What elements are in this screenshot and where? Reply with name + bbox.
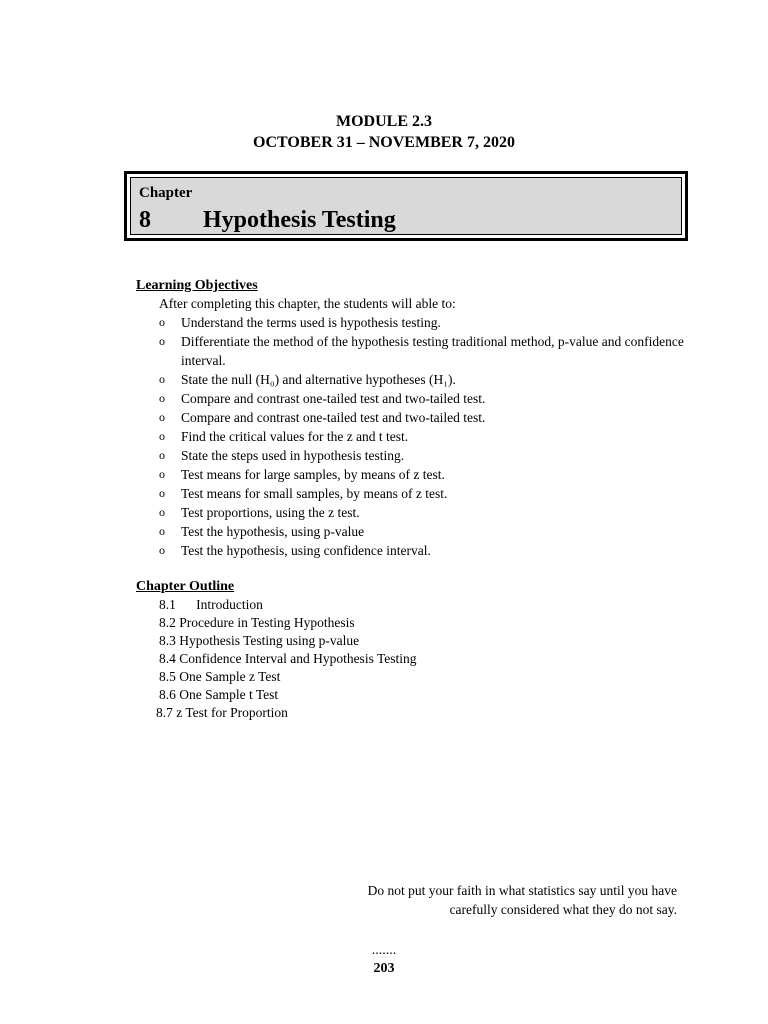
objective-text: Find the critical values for the z and t test. xyxy=(181,429,409,444)
list-item xyxy=(159,503,699,522)
page-dots: ....... xyxy=(371,943,397,958)
list-item xyxy=(159,465,699,484)
outline-item: 8.4 Confidence Interval and Hypothesis Testing xyxy=(159,651,417,666)
list-item xyxy=(159,484,699,503)
list-item xyxy=(159,332,699,370)
list-item xyxy=(159,313,699,332)
bullet-icon: o xyxy=(159,543,165,557)
objective-text: Test proportions, using the z test. xyxy=(181,505,360,520)
outline-item: 8.5 One Sample z Test xyxy=(159,669,281,684)
list-item xyxy=(159,446,699,465)
objective-text: Test means for large samples, by means of z test. xyxy=(181,467,445,482)
objective-text: State the steps used in hypothesis testing. xyxy=(181,448,405,463)
quote-line: Do not put your faith in what statistics say until you have xyxy=(367,883,677,898)
page-number: 203 xyxy=(373,961,395,976)
chapter-number: 8 xyxy=(139,207,151,233)
outline-item: 8.3 Hypothesis Testing using p-value xyxy=(159,633,360,648)
objective-text: Test the hypothesis, using p-value xyxy=(181,524,365,539)
bullet-icon: o xyxy=(159,372,165,386)
list-item xyxy=(159,522,699,541)
objective-text: Test the hypothesis, using confidence interval. xyxy=(181,543,431,558)
bullet-icon: o xyxy=(159,334,165,348)
outline-list xyxy=(156,596,417,722)
objective-text: Compare and contrast one-tailed test and two-tailed test. xyxy=(181,391,486,406)
objectives-intro: After completing this chapter, the students will able to: xyxy=(159,296,456,311)
bullet-icon: o xyxy=(159,448,165,462)
list-item xyxy=(159,408,699,427)
objective-text: State the null (H₀) and alternative hypotheses (H₁). xyxy=(181,372,456,387)
epigraph-quote xyxy=(257,881,677,919)
bullet-icon: o xyxy=(159,486,165,500)
chapter-label: Chapter xyxy=(139,185,193,201)
list-item xyxy=(159,389,699,408)
list-item xyxy=(159,427,699,446)
bullet-icon: o xyxy=(159,524,165,538)
chapter-banner xyxy=(124,171,688,241)
outline-item: 8.6 One Sample t Test xyxy=(159,687,279,702)
objectives-list xyxy=(159,313,699,560)
bullet-icon: o xyxy=(159,467,165,481)
bullet-icon: o xyxy=(159,429,165,443)
chapter-title: Hypothesis Testing xyxy=(203,207,396,233)
bullet-icon: o xyxy=(159,410,165,424)
learning-objectives-heading: Learning Objectives xyxy=(136,278,258,293)
list-item xyxy=(159,541,699,560)
bullet-icon: o xyxy=(159,505,165,519)
objective-text: Test means for small samples, by means of z test. xyxy=(181,486,448,501)
objective-text: Compare and contrast one-tailed test and two-tailed test. xyxy=(181,410,486,425)
objective-text: Differentiate the method of the hypothesis testing traditional method, p-value and confidence interval. xyxy=(181,334,684,368)
list-item xyxy=(159,370,699,389)
quote-line: carefully considered what they do not say. xyxy=(449,902,677,917)
chapter-banner-inner xyxy=(130,177,682,235)
bullet-icon: o xyxy=(159,391,165,405)
chapter-outline-heading: Chapter Outline xyxy=(136,579,235,594)
objective-text: Understand the terms used is hypothesis testing. xyxy=(181,315,441,330)
module-dates: OCTOBER 31 – NOVEMBER 7, 2020 xyxy=(253,134,515,151)
module-title: MODULE 2.3 xyxy=(336,113,432,130)
bullet-icon: o xyxy=(159,315,165,329)
outline-item: 8.2 Procedure in Testing Hypothesis xyxy=(159,615,355,630)
outline-item: 8.1 Introduction xyxy=(159,597,263,612)
outline-item: 8.7 z Test for Proportion xyxy=(156,705,288,720)
